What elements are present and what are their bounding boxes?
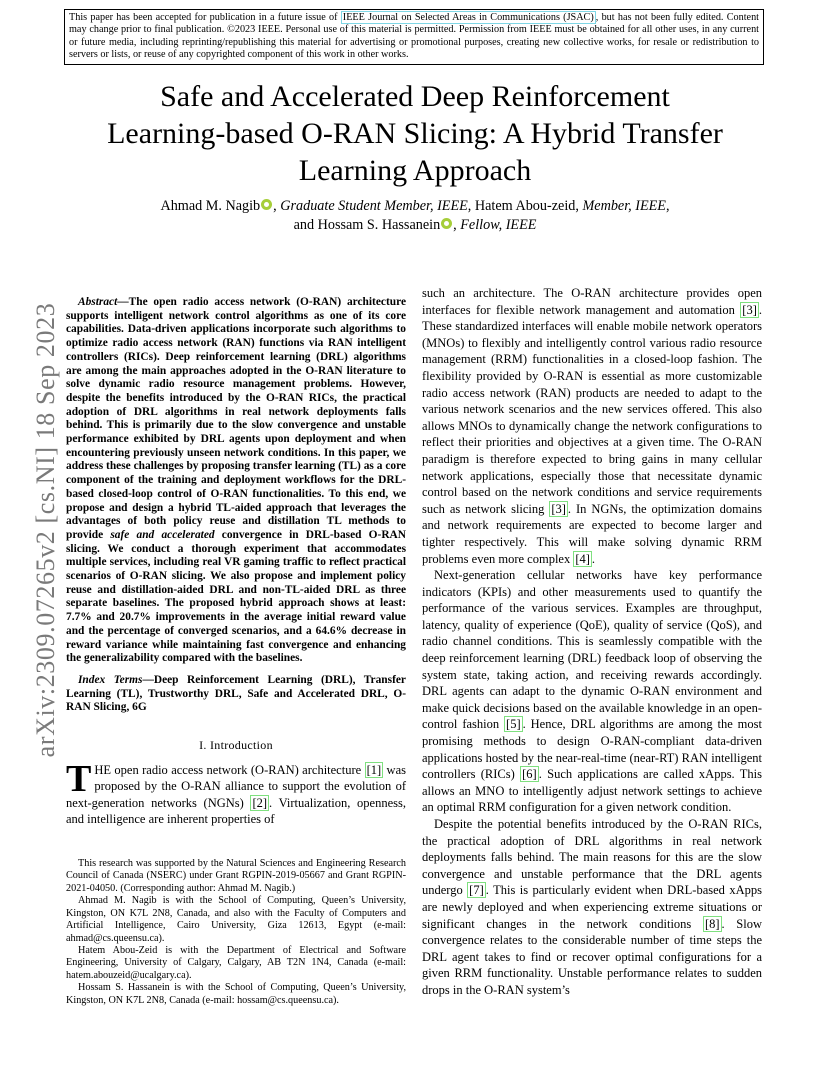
journal-link[interactable]: IEEE Journal on Selected Areas in Communications (JSAC): [342, 12, 594, 23]
citation-link[interactable]: [6]: [522, 767, 537, 782]
intro-text: . Virtualization, openness, and intelligence are inherent properties of: [66, 795, 406, 827]
author-name: Hatem Abou-zeid: [474, 198, 576, 214]
author-list: Ahmad M. Nagib , Graduate Student Member, IEEE, Hatem Abou-zeid, Member, IEEE, and Hossam S. Hassanein , Fellow, IEEE: [160, 198, 670, 233]
body-text: .: [591, 551, 596, 566]
citation-link[interactable]: [8]: [704, 916, 720, 931]
body-text: Despite the potential benefits introduced by the O-RAN RICs, the practical adoption of DRL algorithms in real network deployments falls behind. The main reasons for this are the slow convergence and unstable performance that the DRL agents undergo: [422, 817, 762, 898]
intro-lead: HE: [94, 762, 112, 777]
abstract-text: —The open radio access network (O-RAN) architecture supports intelligent network control algorithms as one of its core capabilities. Data-driven applications incorporate such algorithms to optimize radio access network (RAN) functions via RAN intelligent controllers (RICs). Deep reinforcement learning (DRL) algorithms are among the main approaches adopted in the O-RAN literature to solve dynamic radio resource management problems. However, despite the benefits introduced by the O-RAN RICs, the practical adoption of DRL algorithms in real network deployments falls behind. This is primarily due to the slow convergence and unstable performance exhibited by DRL agents upon deployment and when encountering previously unseen network conditions. In this paper, we address these challenges by proposing transfer learning (TL) as a core component of the training and deployment workflows for the DRL-based closed-loop control of O-RAN functionalities. To this end, we propose and design a hybrid TL-aided approach that leverages the advantages of both policy reuse and distillation TL methods to provide: [66, 296, 406, 541]
citation-link[interactable]: [4]: [575, 551, 590, 566]
notice-text-after: , but has not been fully edited. Content may change prior to final publication. ©2023 IEEE. Personal use of this material is permitted. Permission from IEEE must be obtained for all other uses, in any current or future media, including reprinting/republishing this material for advertising or promotional purposes, creating new collective works, for resale or redistribution to servers or lists, or reuse of any copyrighted component of this work in other works.: [69, 12, 759, 61]
author-role: Fellow, IEEE: [460, 217, 537, 233]
index-terms: [66, 674, 406, 715]
orcid-icon[interactable]: [441, 218, 452, 229]
footnotes: [66, 858, 406, 1007]
citation-link[interactable]: [1]: [366, 762, 382, 777]
author-name: Hossam S. Hassanein: [317, 217, 441, 233]
author-conjunction: and: [293, 217, 318, 233]
author-role: Graduate Student Member, IEEE: [280, 198, 468, 214]
body-text: . In NGNs, the optimization domains and network requirements are expected to become larger and tighter respectively. This will make solving dynamic RRM problems even more complex: [422, 501, 762, 566]
footnote: Hatem Abou-Zeid is with the Department of Electrical and Software Engineering, University of Calgary, Calgary, AB T2N 1N4, Canada (e-mail: hatem.abouzeid@ucalgary.ca).: [66, 944, 406, 981]
intro-text: open radio access network (O-RAN) architecture: [111, 762, 365, 777]
body-paragraph: [422, 567, 762, 816]
footnote: Hossam S. Hassanein is with the School of Computing, Queen’s University, Kingston, ON K7L 2N8, Canada (e-mail: hossam@cs.queensu.ca).: [66, 982, 406, 1006]
body-text: . Hence, DRL algorithms are among the most promising methods to design O-RAN-compliant data-driven applications hosted by the near-real-time (near-RT) RAN intelligent controllers (RICs): [422, 717, 762, 782]
left-column: [66, 296, 406, 1007]
notice-text-before: This paper has been accepted for publication in a future issue of: [69, 12, 341, 23]
drop-cap: T: [66, 757, 92, 800]
citation-link[interactable]: [3]: [551, 501, 566, 516]
abstract-text: convergence in DRL-based O-RAN slicing. We conduct a thorough experiment that accommodates multiple services, including real VR gaming traffic to reflect practical scenarios of O-RAN slicing. We also propose and implement policy reuse and distillation-aided DRL and non-TL-aided DRL as three separate baselines. The proposed hybrid approach shows at least: 7.7% and 20.7% improvements in the average initial reward value and the percentage of converged scenarios, and a 64.6% decrease in reward variance while maintaining fast convergence and enhancing the generalizability compared with the baselines.: [66, 528, 406, 665]
abstract: [66, 296, 406, 666]
copyright-notice: [64, 9, 764, 65]
author-role: Member, IEEE: [582, 198, 666, 214]
intro-text: was proposed by the O-RAN alliance to support the evolution of next-generation networks (NGNs): [66, 762, 406, 810]
body-text: Next-generation cellular networks have key performance indicators (KPIs) and other measurements used to quantify the performance of the various services. Examples are throughput, latency, quality of experience (QoE), quality of service (QoS), and radio channel conditions. This is seamlessly compatible with the deep reinforcement learning (DRL) feedback loop of observing the system state, taking action, and receiving rewards accordingly. DRL agents can adapt to the dynamic O-RAN environment and make quick decisions based on the available knowledge in an open-control fashion: [422, 568, 762, 732]
footnote: Ahmad M. Nagib is with the School of Computing, Queen’s University, Kingston, ON K7L 2N8, Canada, and also with the Faculty of Computers and Artificial Intelligence, Cairo University, Giza 12613, Egypt (e-mail: ahmad@cs.queensu.ca).: [66, 895, 406, 944]
index-terms-label: Index Terms: [78, 673, 143, 686]
citation-link[interactable]: [3]: [742, 302, 757, 317]
abstract-emphasis: safe and accelerated: [110, 528, 215, 541]
footnote: This research was supported by the Natural Sciences and Engineering Research Council of Canada (NSERC) under Grant RGPIN-2019-05667 and Grant RGPIN-2021-04050. (Corresponding author: Ahmad M. Nagib.): [66, 858, 406, 894]
citation-link[interactable]: [5]: [506, 717, 521, 732]
citation-link[interactable]: [2]: [252, 795, 268, 810]
right-column: [422, 285, 762, 999]
body-text: . These standardized interfaces will enable mobile network operators (MNOs) to flexibly and intelligently control various radio resource management (RRM) functionalities in a closed-loop fashion. The flexibility provided by O-RAN is essential as more customizable radio access network (RAN) products are needed to adapt to the various network scenarios and the new services offered. This also allows MNOs to dynamically change the network configurations to reflect their priorities and objectives at a given time. The O-RAN paradigm is therefore expected to bring gains in many cellular network applications, especially those that necessitate dynamic control based on the network conditions and service requirements such as network slicing: [422, 302, 762, 516]
body-text: . Slow convergence relates to the considerable number of time steps the DRL agent takes to find or recover optimal configurations for a given RRM functionality. Unstable performance relates to sudden drops in the O-RAN system’s: [422, 916, 763, 997]
author-name: Ahmad M. Nagib: [160, 198, 261, 214]
body-text: such an architecture. The O-RAN architecture provides open interfaces for flexible network management and automation: [422, 286, 762, 317]
body-paragraph: [422, 816, 762, 999]
citation-link[interactable]: [7]: [469, 883, 484, 898]
index-terms-text: —Deep Reinforcement Learning (DRL), Transfer Learning (TL), Trustworthy DRL, Safe and Accelerated DRL, O-RAN Slicing, 6G: [66, 673, 406, 714]
body-text: . This is particularly evident when DRL-based xApps are newly deployed and when experiencing extreme situations or significant changes in the network conditions: [422, 883, 762, 931]
body-paragraph: [422, 285, 762, 567]
intro-paragraph: [66, 757, 406, 828]
paper-title: Safe and Accelerated Deep Reinforcement Learning-based O-RAN Slicing: A Hybrid Transfer Learning Approach: [107, 80, 723, 187]
section-heading: I. Introduction: [199, 738, 273, 753]
abstract-label: Abstract: [78, 296, 118, 308]
orcid-icon[interactable]: [261, 199, 272, 210]
body-text: . Such applications are called xApps. This allows an MNO to intelligently adjust network settings to achieve an optimal RRM configuration for a given network condition.: [422, 767, 763, 815]
arxiv-identifier: arXiv:2309.07265v2 [cs.NI] 18 Sep 2023: [31, 302, 60, 758]
